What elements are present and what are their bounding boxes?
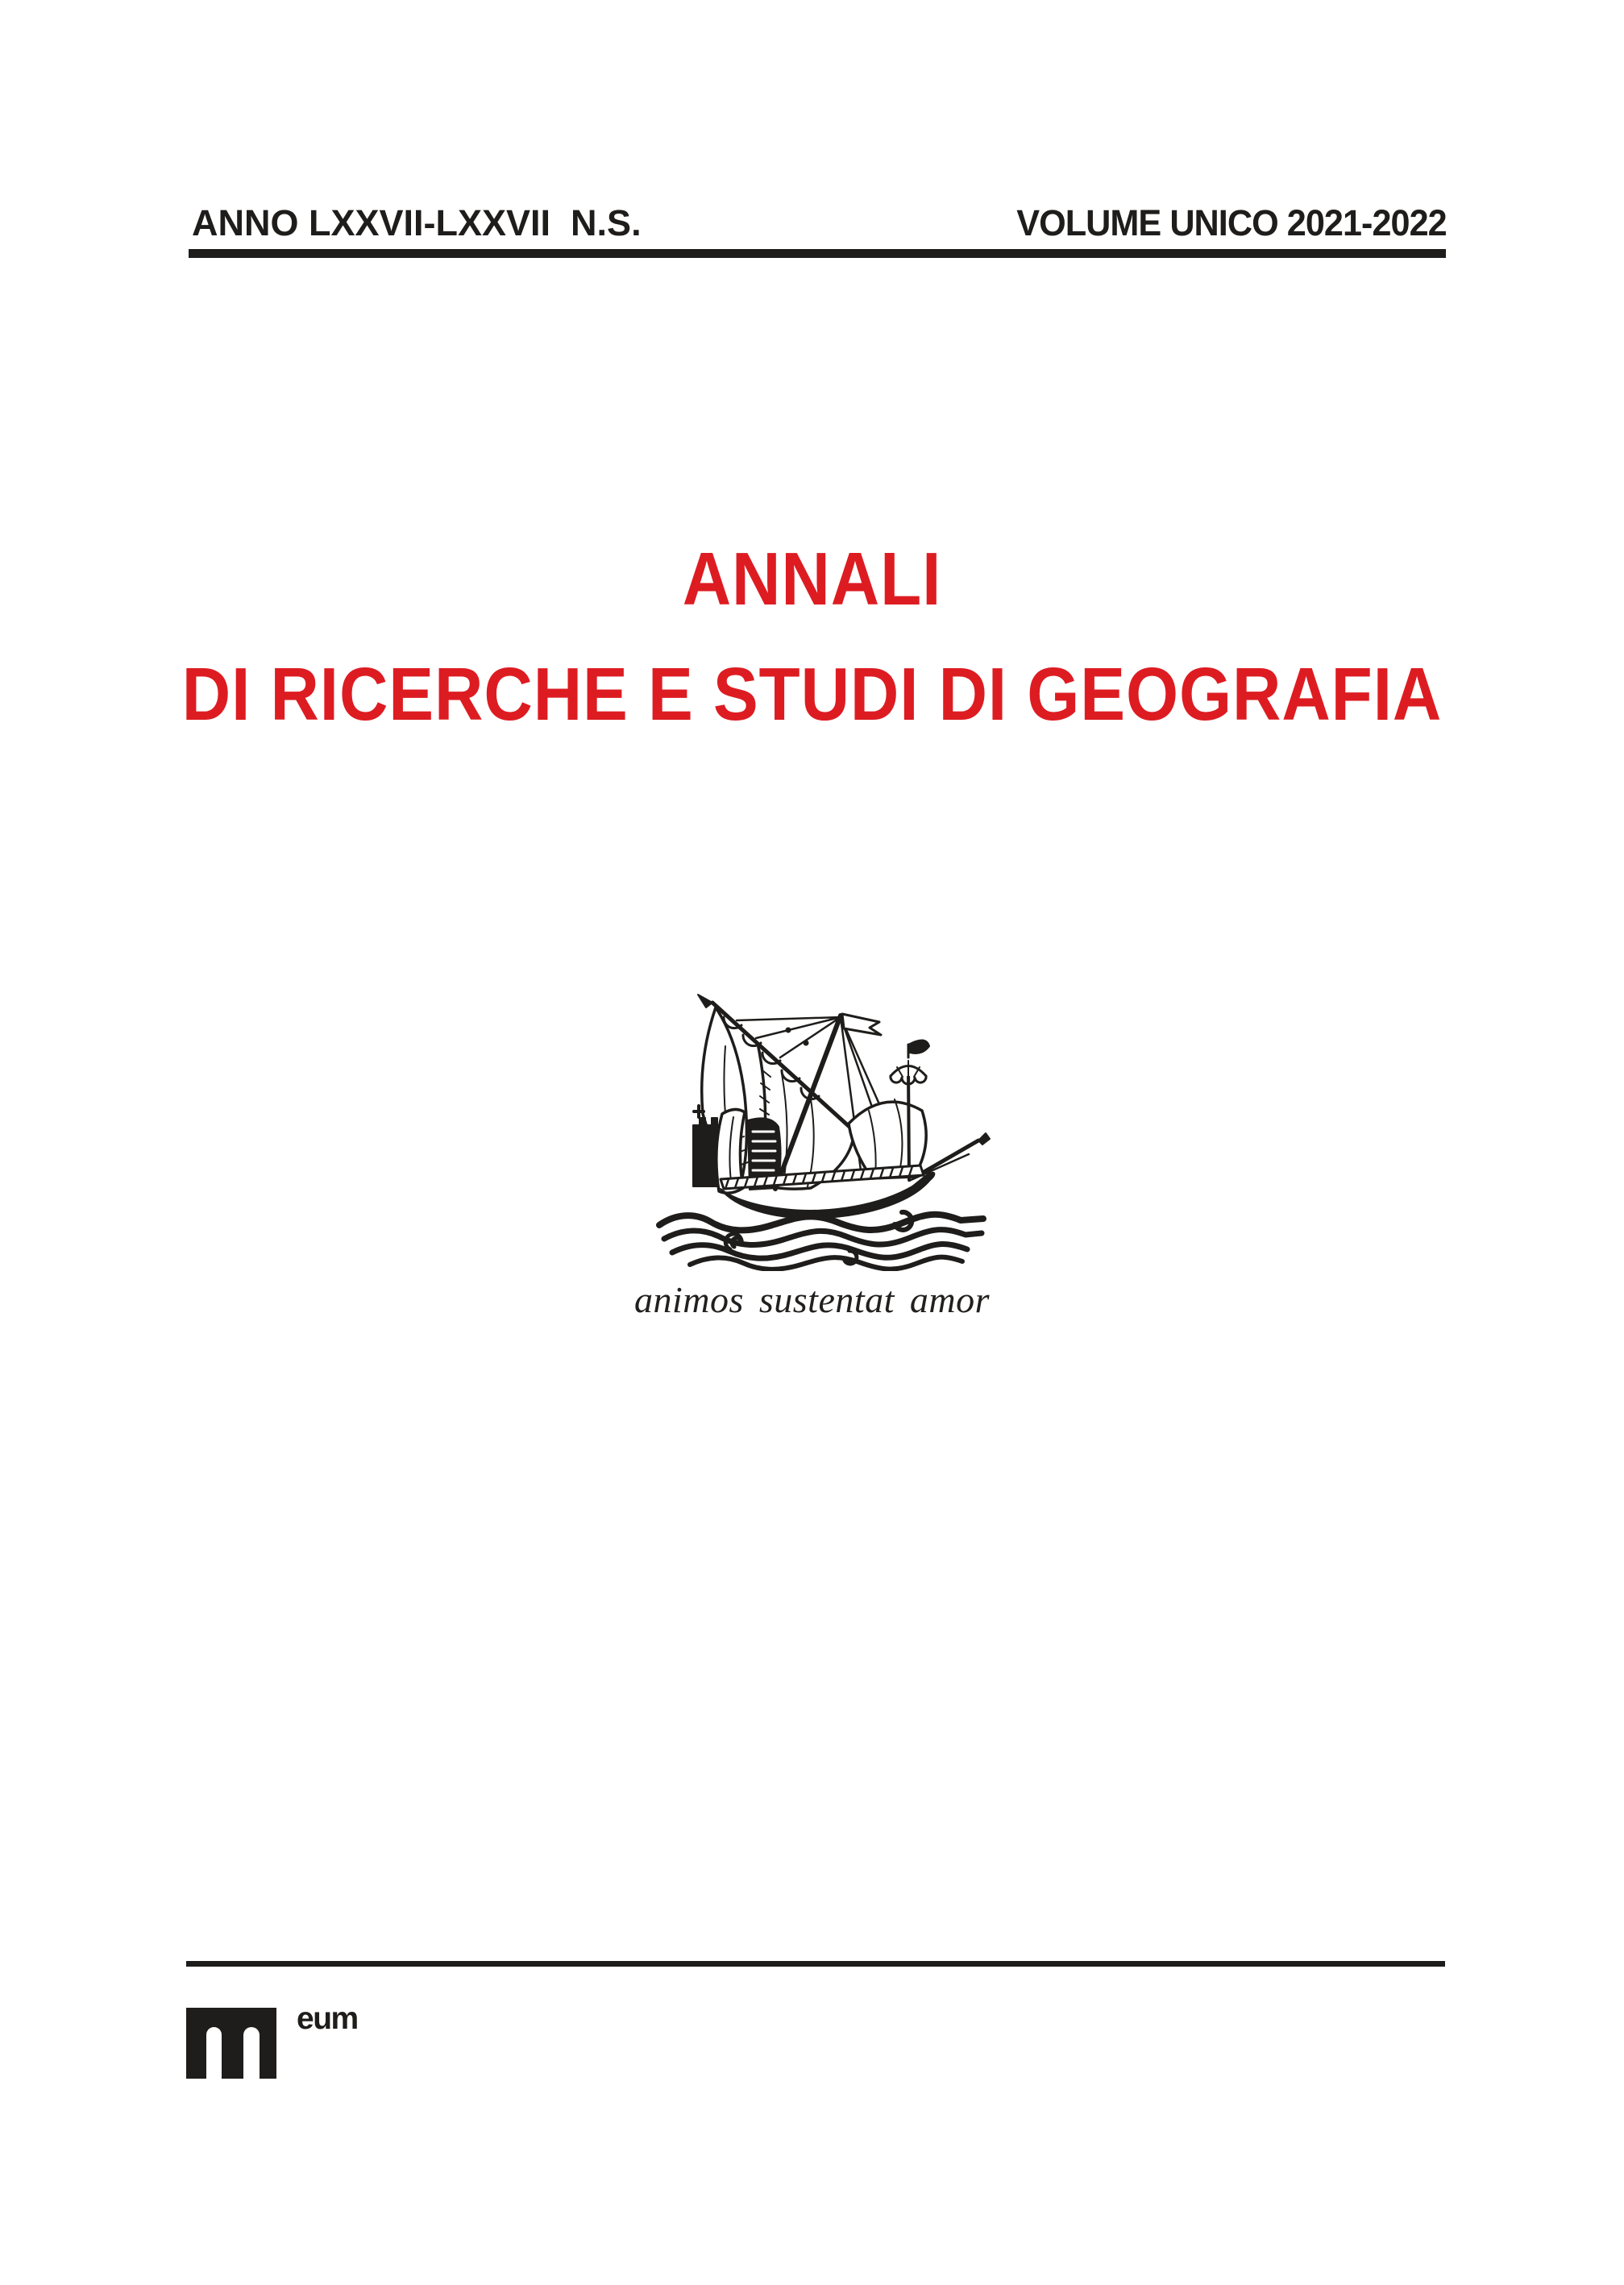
sailing-ship-woodcut-icon — [653, 993, 991, 1271]
eum-m-slot-right — [243, 2027, 260, 2079]
footer-divider-rule — [186, 1961, 1445, 1967]
eum-m-slot-left — [206, 2027, 222, 2079]
ship-emblem — [653, 993, 991, 1271]
journal-title-line2: DI RICERCHE E STUDI DI GEOGRAFIA — [181, 652, 1443, 736]
motto-text: animos sustentat amor — [633, 1279, 991, 1320]
eum-m-mark-icon — [186, 2008, 276, 2079]
header-divider-rule — [189, 249, 1446, 258]
header-year-series: ANNO LXXVII-LXXVII N.S. — [192, 202, 642, 243]
journal-title-line1: ANNALI — [682, 537, 942, 621]
header-volume: VOLUME UNICO 2021-2022 — [1016, 202, 1447, 243]
eum-logo-text: eum — [297, 2001, 358, 2036]
